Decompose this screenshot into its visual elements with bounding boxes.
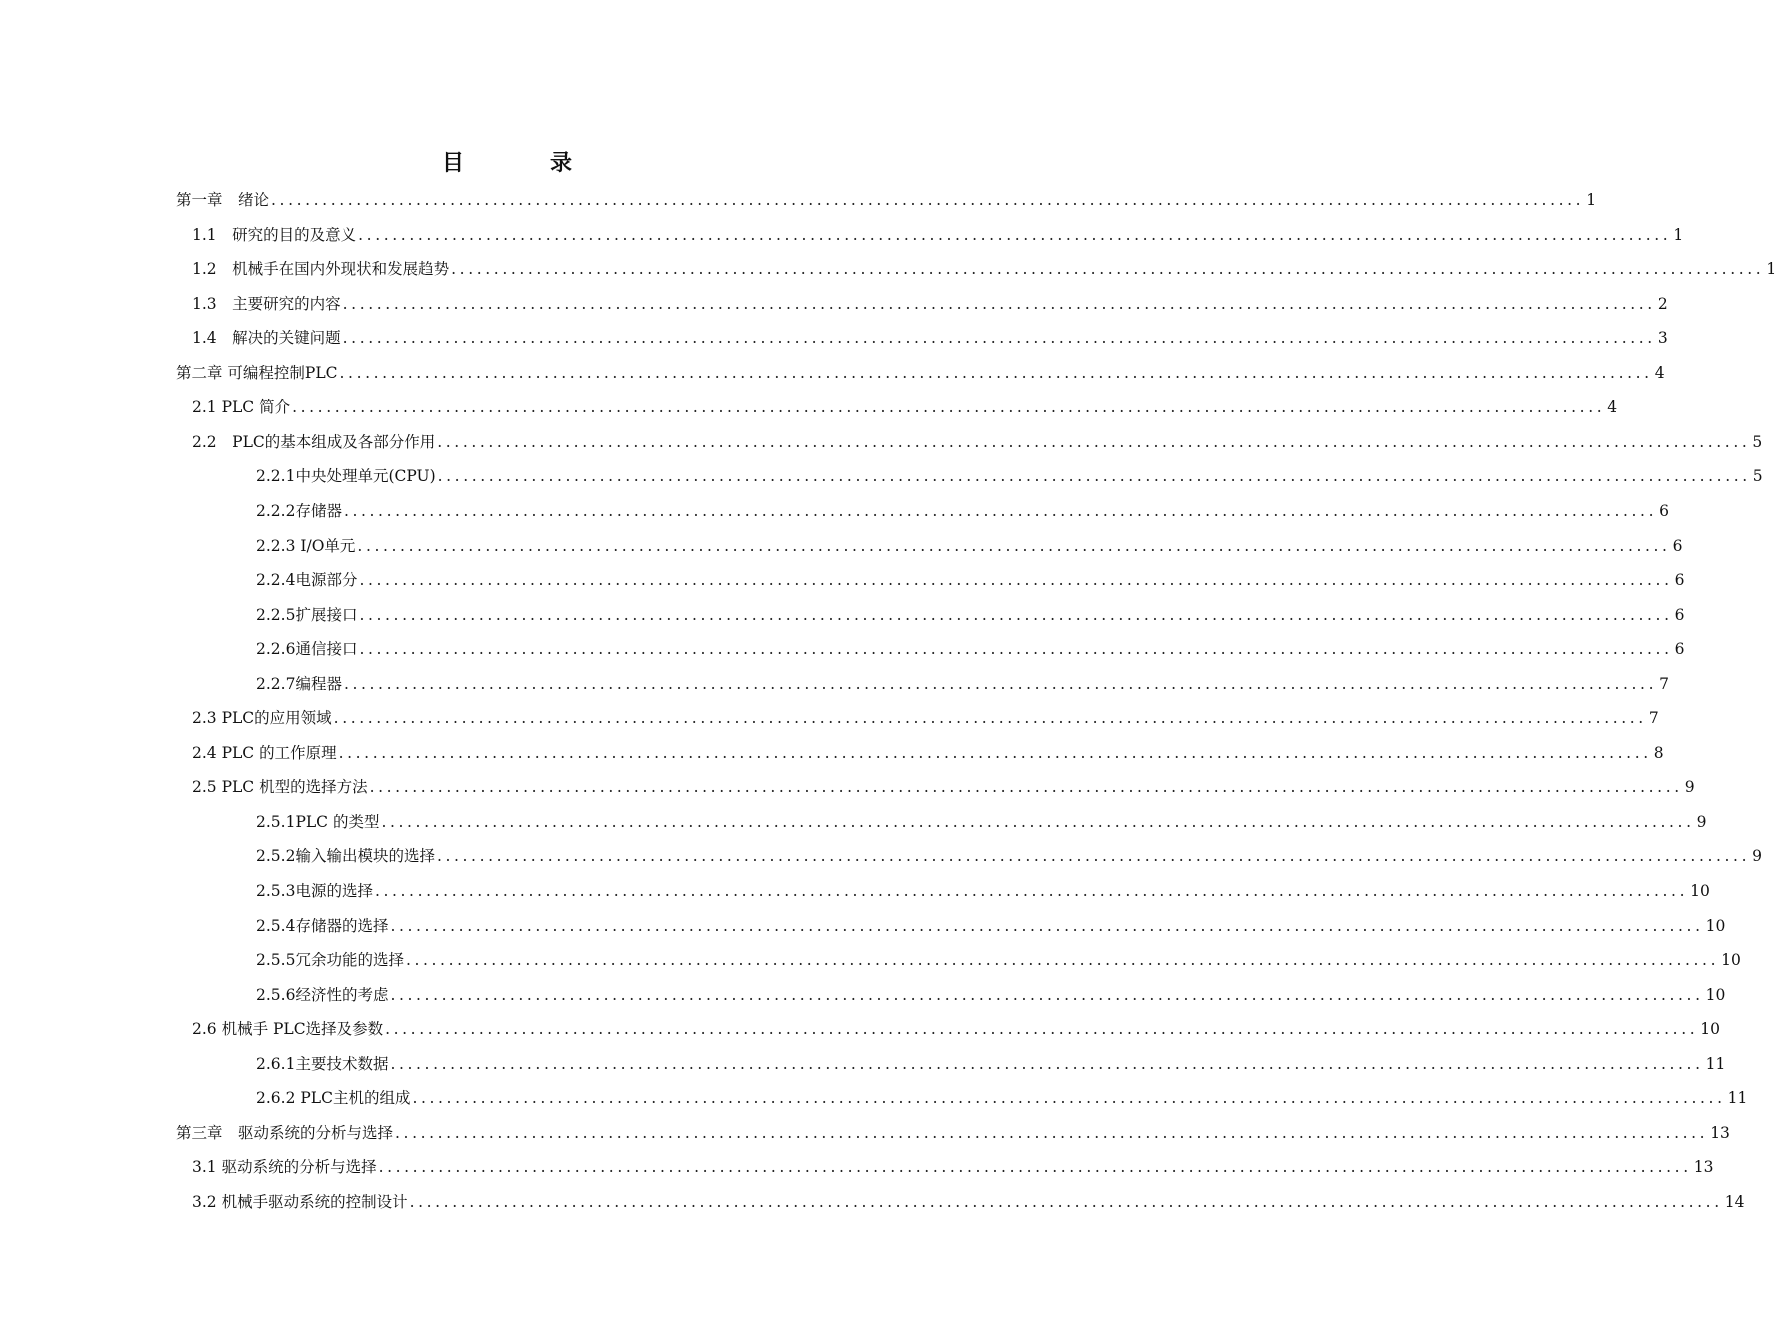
toc-entry[interactable] [256,808,1707,832]
toc-entry-label: 2.4 PLC 的工作原理 [192,743,337,762]
toc-entry-label: 第二章 可编程控制PLC [176,363,338,382]
toc-entry-label: 2.6.1主要技术数据 [256,1054,389,1073]
toc-entry[interactable] [256,877,1710,901]
toc-leader-dots: .......................................................................................................................................................... [412,1089,1726,1108]
toc-leader-dots: .......................................................................................................................................................... [409,1192,1723,1211]
toc-entry[interactable] [256,946,1741,970]
toc-entry-page: 11 [1705,1054,1726,1073]
toc-entry-label: 2.3 PLC的应用领域 [192,709,332,728]
toc-leader-dots: .......................................................................................................................................................... [333,709,1647,728]
toc-entry[interactable] [192,221,1684,245]
toc-entry-label: 3.2 机械手驱动系统的控制设计 [192,1192,408,1211]
toc-entry[interactable] [192,428,1763,452]
toc-entry-label: 2.2.7编程器 [256,674,342,693]
toc-entry-label: 3.1 驱动系统的分析与选择 [192,1158,377,1177]
toc-entry[interactable] [256,981,1726,1005]
toc-entry-page: 11 [1727,1089,1748,1108]
toc-leader-dots: .......................................................................................................................................................... [405,951,1720,970]
toc-entry[interactable] [256,497,1669,521]
toc-entry[interactable] [192,290,1668,314]
toc-entry[interactable] [256,670,1669,694]
toc-leader-dots: .......................................................................................................................................................... [343,674,1658,693]
toc-entry-label: 2.5.4存储器的选择 [256,916,389,935]
toc-entry-label: 2.5.3电源的选择 [256,882,373,900]
toc-entry-page: 14 [1724,1192,1745,1211]
toc-title: 目 录 [441,151,604,176]
toc-entry-label: 2.2.2存储器 [256,501,342,520]
toc-entry[interactable] [256,566,1685,590]
toc-leader-dots: .......................................................................................................................................................... [358,225,1672,244]
toc-entry[interactable] [192,1188,1745,1212]
toc-entry-page: 6 [1674,571,1685,590]
toc-entry[interactable] [192,393,1618,417]
toc-entry[interactable] [256,462,1763,486]
toc-entry-label: 2.5.2输入输出模块的选择 [256,847,435,866]
toc-leader-dots: .......................................................................................................................................................... [359,571,1673,590]
toc-entry[interactable] [192,324,1668,348]
toc-entry-page: 9 [1696,812,1707,831]
toc-leader-dots: .......................................................................................................................................................... [339,363,1653,382]
toc-entry[interactable] [256,1050,1726,1074]
toc-leader-dots: .......................................................................................................................................................... [390,916,1704,935]
toc-entry-page: 4 [1654,363,1665,382]
toc-entry[interactable] [192,704,1659,728]
toc-leader-dots: .......................................................................................................................................................... [342,294,1656,313]
toc-entry[interactable] [256,842,1762,866]
toc-leader-dots: .......................................................................................................................................................... [390,985,1704,1004]
toc-entry-label: 第一章 绪论 [176,191,270,209]
toc-leader-dots: .......................................................................................................................................................... [437,432,1751,451]
toc-entry-page: 6 [1659,501,1669,520]
toc-entry-page: 1 [1586,191,1597,209]
toc-entry[interactable] [256,1084,1748,1108]
toc-leader-dots: .......................................................................................................................................................... [359,640,1673,659]
toc-leader-dots: .......................................................................................................................................................... [385,1020,1699,1039]
toc-leader-dots: .......................................................................................................................................................... [436,847,1751,866]
toc-entry-label: 1.2 机械手在国内外现状和发展趋势 [192,260,450,279]
toc-leader-dots: .......................................................................................................................................................... [343,501,1658,520]
toc-entry-label: 2.2.3 I/O单元 [256,536,356,555]
toc-entry-label: 2.5.5冗余功能的选择 [256,951,404,970]
toc-leader-dots: .......................................................................................................................................................... [451,260,1765,279]
toc-entry-page: 8 [1653,743,1664,762]
toc-leader-dots: .......................................................................................................................................................... [437,467,1751,486]
toc-entry-label: 2.2.5扩展接口 [256,605,358,624]
toc-entry[interactable] [192,739,1664,763]
toc-leader-dots: .......................................................................................................................................................... [374,882,1689,900]
toc-leader-dots: .......................................................................................................................................................... [359,605,1673,624]
toc-leader-dots: .......................................................................................................................................................... [357,536,1671,555]
toc-entry-label: 2.1 PLC 简介 [192,398,291,417]
toc-entry-page: 13 [1710,1123,1730,1142]
toc-leader-dots: .......................................................................................................................................................... [378,1158,1692,1177]
toc-entry-label: 1.1 研究的目的及意义 [192,225,357,244]
toc-entry-page: 1 [1766,260,1776,279]
toc-entry[interactable] [176,186,1597,210]
toc-leader-dots: .......................................................................................................................................................... [390,1054,1704,1073]
toc-entry-label: 1.4 解决的关键问题 [192,329,341,348]
toc-entry[interactable] [256,532,1683,556]
toc-entry-page: 2 [1657,294,1668,313]
toc-entry-page: 5 [1752,432,1763,451]
toc-entry[interactable] [256,912,1726,936]
toc-entry-page: 10 [1705,985,1726,1004]
toc-entry-label: 1.3 主要研究的内容 [192,294,341,313]
toc-leader-dots: .......................................................................................................................................................... [292,398,1606,417]
toc-entry-page: 10 [1700,1020,1720,1039]
toc-entry[interactable] [256,635,1685,659]
toc-entry-page: 6 [1672,536,1683,555]
toc-entry[interactable] [192,255,1776,279]
toc-entry[interactable] [176,359,1665,383]
toc-entry-label: 2.2.6通信接口 [256,640,358,659]
toc-entry-page: 9 [1684,778,1695,797]
toc-leader-dots: .......................................................................................................................................................... [381,812,1695,831]
toc-entry[interactable] [192,1015,1720,1039]
toc-entry[interactable] [192,1153,1714,1177]
toc-leader-dots: .......................................................................................................................................................... [338,743,1652,762]
toc-entry-page: 5 [1752,467,1763,486]
toc-entry-label: 第三章 驱动系统的分析与选择 [176,1123,394,1142]
toc-leader-dots: .......................................................................................................................................................... [271,191,1585,209]
toc-entry-page: 10 [1690,882,1710,900]
toc-leader-dots: .......................................................................................................................................................... [342,329,1656,348]
toc-entry-page: 3 [1657,329,1668,348]
toc-entry[interactable] [176,1119,1730,1143]
toc-entry-page: 7 [1659,674,1669,693]
toc-entry-page: 9 [1752,847,1762,866]
toc-entry-label: 2.6 机械手 PLC选择及参数 [192,1020,384,1039]
toc-entry-label: 2.6.2 PLC主机的组成 [256,1089,411,1108]
toc-entry-page: 4 [1607,398,1618,417]
toc-entry-label: 2.5 PLC 机型的选择方法 [192,778,368,797]
toc-entry-page: 6 [1674,605,1685,624]
toc-entry-page: 10 [1721,951,1741,970]
toc-entry-label: 2.5.6经济性的考虑 [256,985,389,1004]
toc-entry-page: 7 [1648,709,1659,728]
toc-entry[interactable] [256,601,1685,625]
toc-entry-label: 2.2.4电源部分 [256,571,358,590]
toc-entry-page: 13 [1693,1158,1714,1177]
toc-entry-page: 6 [1674,640,1685,659]
toc-entry-page: 10 [1705,916,1726,935]
toc-entry-label: 2.2 PLC的基本组成及各部分作用 [192,432,436,451]
toc-leader-dots: .......................................................................................................................................................... [369,778,1683,797]
toc-entry[interactable] [192,773,1695,797]
toc-entry-page: 1 [1673,225,1684,244]
toc-entry-label: 2.2.1中央处理单元(CPU) [256,467,436,486]
toc-leader-dots: .......................................................................................................................................................... [395,1123,1709,1142]
toc-entry-label: 2.5.1PLC 的类型 [256,812,380,831]
